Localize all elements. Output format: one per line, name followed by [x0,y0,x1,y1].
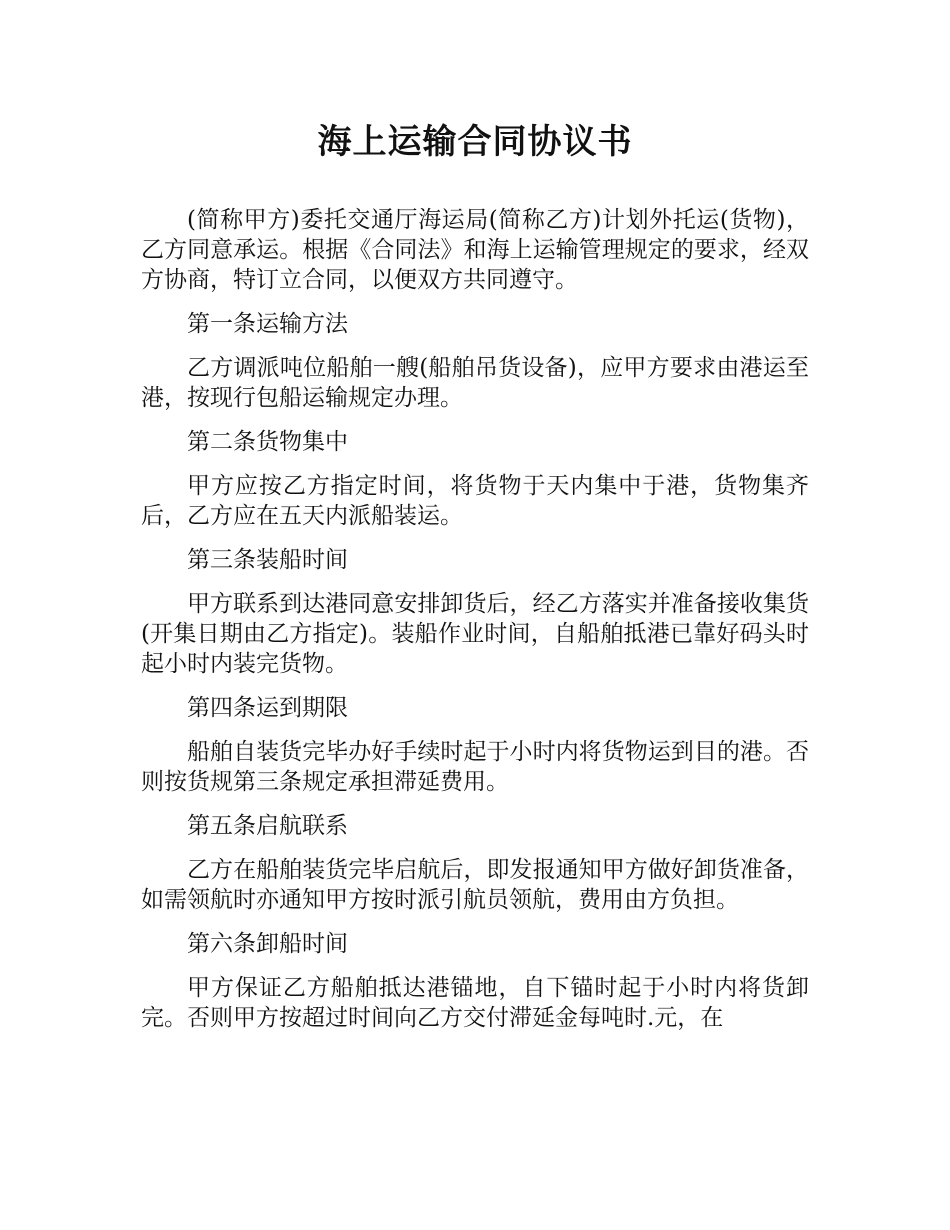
article-2-heading: 第二条货物集中 [187,429,348,455]
document-title: 海上运输合同协议书 [317,122,633,162]
article-3-heading: 第三条装船时间 [187,547,348,573]
article-6-paragraph: 甲方保证乙方船舶抵达港锚地，自下锚时起于小时内将货卸完。否则甲方按超过时间向乙方交付滞延金每吨时.元，在 [141,975,809,1031]
article-3-paragraph: 甲方联系到达港同意安排卸货后，经乙方落实并准备接收集货(开集日期由乙方指定)。装船作业时间，自船舶抵港已靠好码头时起小时内装完货物。 [141,591,809,677]
article-6-heading: 第六条卸船时间 [187,931,348,957]
article-2-paragraph: 甲方应按乙方指定时间，将货物于天内集中于港，货物集齐后，乙方应在五天内派船装运。 [141,473,809,529]
article-5-paragraph: 乙方在船舶装货完毕启航后，即发报通知甲方做好卸货准备，如需领航时亦通知甲方按时派引航员领航，费用由方负担。 [141,857,809,913]
article-4-paragraph: 船舶自装货完毕办好手续时起于小时内将货物运到目的港。否则按货规第三条规定承担滞延费用。 [141,739,809,795]
document-body [141,205,809,1047]
article-5-heading: 第五条启航联系 [187,813,348,839]
article-4-heading: 第四条运到期限 [187,695,348,721]
article-1-paragraph: 乙方调派吨位船舶一艘(船舶吊货设备)，应甲方要求由港运至港，按现行包船运输规定办理。 [141,355,809,411]
article-1-heading: 第一条运输方法 [187,311,348,337]
intro-paragraph: (简称甲方)委托交通厅海运局(简称乙方)计划外托运(货物)，乙方同意承运。根据《合同法》和海上运输管理规定的要求，经双方协商，特订立合同，以便双方共同遵守。 [141,207,809,293]
